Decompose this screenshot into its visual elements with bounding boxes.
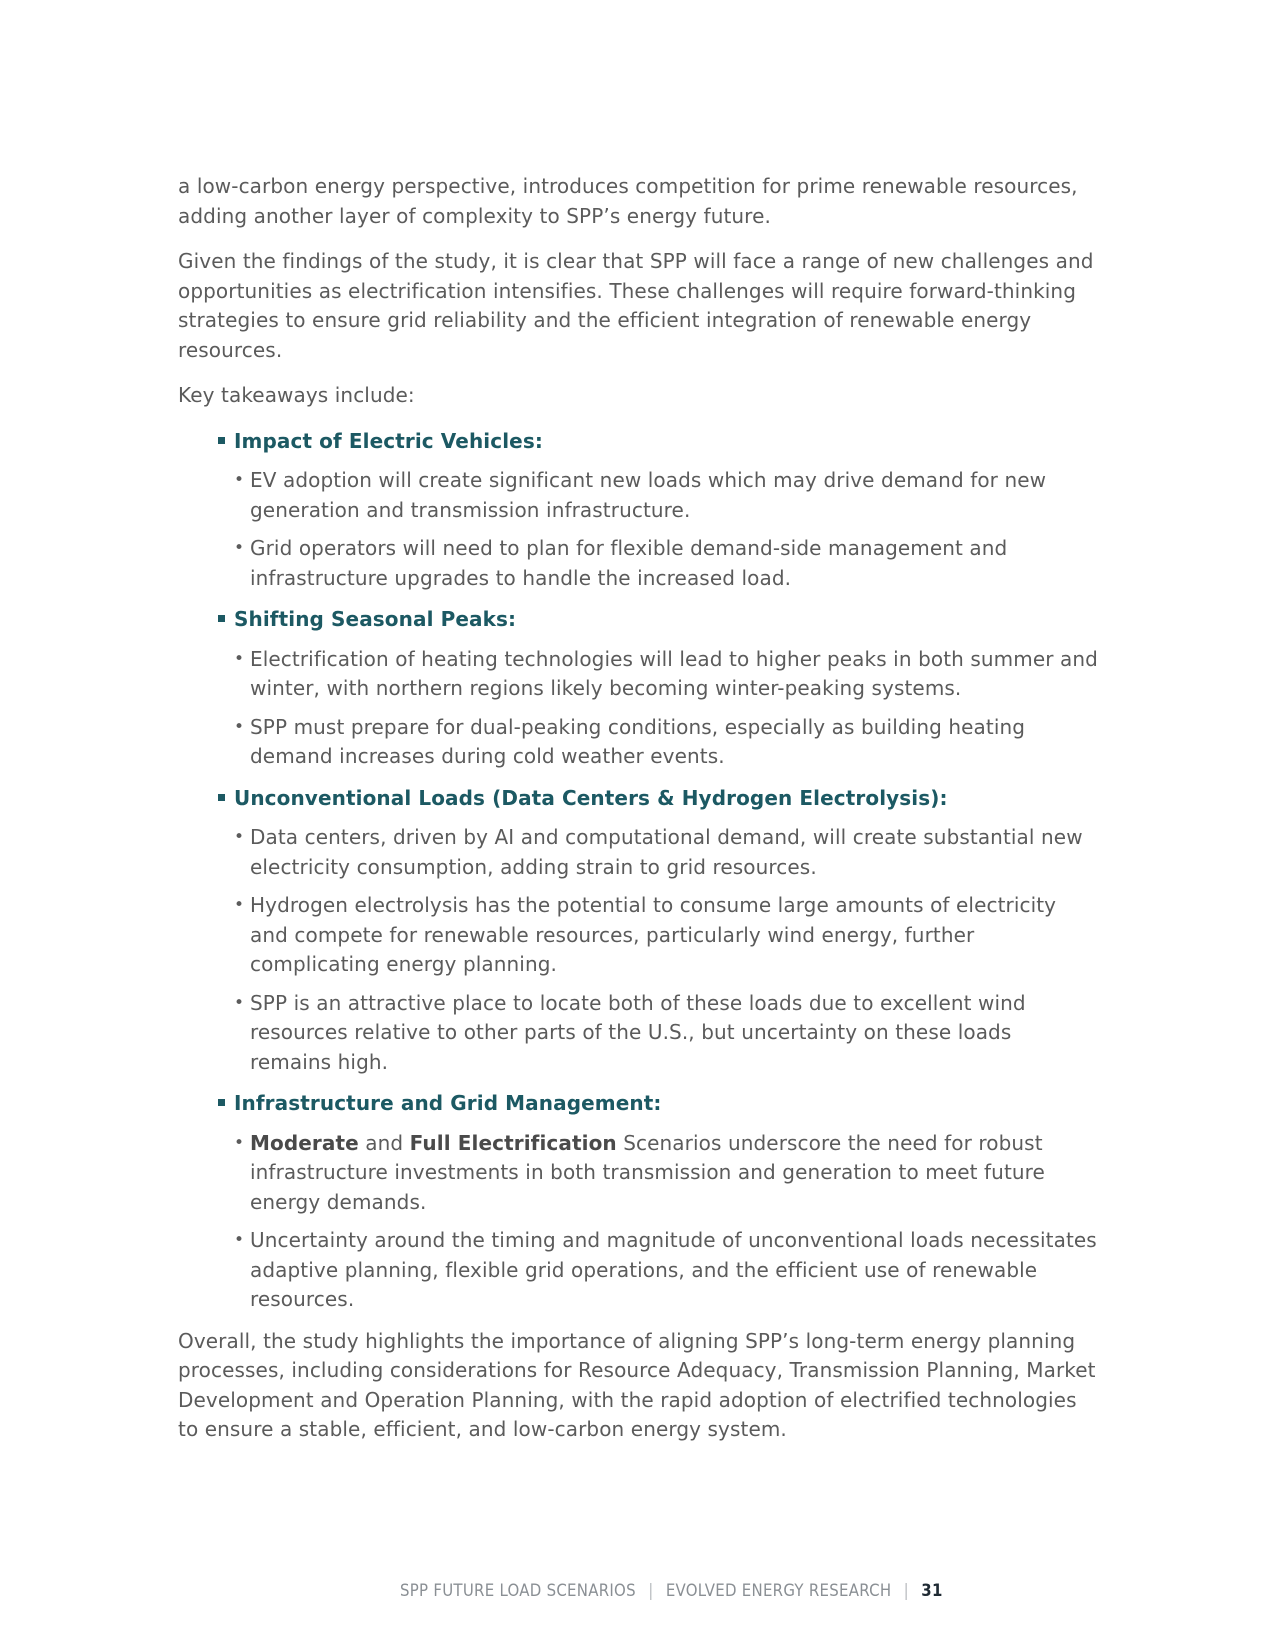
emphasis-moderate: Moderate (250, 1130, 359, 1155)
square-bullet-icon (218, 615, 225, 622)
list-item (178, 823, 1098, 882)
takeaway-sublist (178, 823, 1098, 1077)
bullet-dot-icon: • (234, 895, 245, 915)
list-item (178, 989, 1098, 1078)
list-item (178, 466, 1098, 525)
list-item-text: and (358, 1130, 410, 1155)
takeaway-sublist (178, 466, 1098, 593)
bullet-dot-icon: • (234, 648, 245, 669)
bullet-dot-icon: • (234, 1132, 245, 1153)
list-item-text: Hydrogen electrolysis has the potential to consume large amounts of electricity and compete for renewable resources, particularly wind energy, further complicating energy planning. (250, 893, 1057, 976)
bullet-dot-icon: • (234, 538, 245, 558)
takeaway-heading: Impact of Electric Vehicles: (234, 428, 543, 453)
bullet-dot-icon: • (234, 1230, 245, 1250)
bullet-dot-icon: • (234, 716, 245, 737)
square-bullet-icon (218, 437, 225, 444)
takeaways-list (178, 427, 1098, 1315)
list-item-text: Scenarios underscore the need for robust infrastructure investments in both transmission and generation to meet future energy demands. (250, 1130, 1045, 1214)
list-item-text: EV adoption will create significant new loads which may drive demand for new generation and transmission infrastructure. (250, 468, 1047, 522)
list-item (178, 1226, 1098, 1315)
intro-paragraph-continued: a low-carbon energy perspective, introduces competition for prime renewable resources, adding another layer of complexity to SPP’s energy future. (178, 174, 1078, 228)
takeaway-heading: Shifting Seasonal Peaks: (234, 607, 517, 631)
takeaway-heading: Infrastructure and Grid Management: (234, 1091, 662, 1115)
page-number: 31 (921, 1581, 943, 1601)
list-item-text: SPP is an attractive place to locate both of these loads due to excellent wind resources relative to other parts of the U.S., but uncertainty on these loads remains high. (250, 990, 1026, 1074)
list-item-text: Data centers, driven by AI and computational demand, will create substantial new electricity consumption, adding strain to grid resources. (250, 825, 1083, 879)
footer-separator: | (648, 1581, 654, 1601)
footer-report-title: SPP FUTURE LOAD SCENARIOS (400, 1581, 636, 1601)
takeaway-heading: Unconventional Loads (Data Centers & Hydrogen Electrolysis): (234, 785, 948, 810)
list-item (178, 645, 1098, 704)
bullet-dot-icon: • (234, 992, 245, 1013)
page-body (178, 172, 1098, 1461)
footer-organization: EVOLVED ENERGY RESEARCH (665, 1581, 892, 1601)
footer-separator: | (903, 1581, 909, 1601)
conclusion-paragraph: Overall, the study highlights the importance of aligning SPP’s long-term energy planning processes, including considerations for Resource Adequacy, Transmission Planning, Market Development and Operation Planning, with the rapid adoption of electrified technologies to ensure a stable, efficient, and low-carbon energy system. (178, 1328, 1096, 1441)
list-item-text: Grid operators will need to plan for flexible demand-side management and infrastructure upgrades to handle the increased load. (250, 536, 1008, 590)
takeaway-electric-vehicles (178, 427, 1098, 594)
bullet-dot-icon: • (234, 827, 245, 847)
takeaway-sublist (178, 645, 1098, 772)
list-item-text: Uncertainty around the timing and magnitude of unconventional loads necessitates adaptive planning, flexible grid operations, and the efficient use of renewable resources. (250, 1228, 1097, 1311)
key-takeaways-intro: Key takeaways include: (178, 383, 415, 407)
list-item-text: SPP must prepare for dual-peaking conditions, especially as building heating demand increases during cold weather events. (250, 714, 1026, 768)
square-bullet-icon (218, 1099, 225, 1106)
list-item (178, 713, 1098, 772)
findings-paragraph: Given the findings of the study, it is clear that SPP will face a range of new challenges and opportunities as electrification intensifies. These challenges will require forward-thinking strategies to ensure grid reliability and the efficient integration of renewable energy resources. (178, 249, 1094, 362)
list-item (178, 891, 1098, 980)
bullet-dot-icon: • (234, 470, 245, 490)
takeaway-infrastructure (178, 1089, 1098, 1315)
page-footer (400, 1581, 943, 1601)
emphasis-full-electrification: Full Electrification (409, 1130, 617, 1155)
list-item (178, 534, 1098, 593)
takeaway-seasonal-peaks (178, 605, 1098, 772)
takeaway-sublist (178, 1129, 1098, 1315)
takeaway-unconventional-loads (178, 784, 1098, 1078)
square-bullet-icon (218, 794, 225, 801)
list-item (178, 1129, 1098, 1218)
list-item-text: Electrification of heating technologies will lead to higher peaks in both summer and winter, with northern regions likely becoming winter-peaking systems. (250, 646, 1098, 700)
